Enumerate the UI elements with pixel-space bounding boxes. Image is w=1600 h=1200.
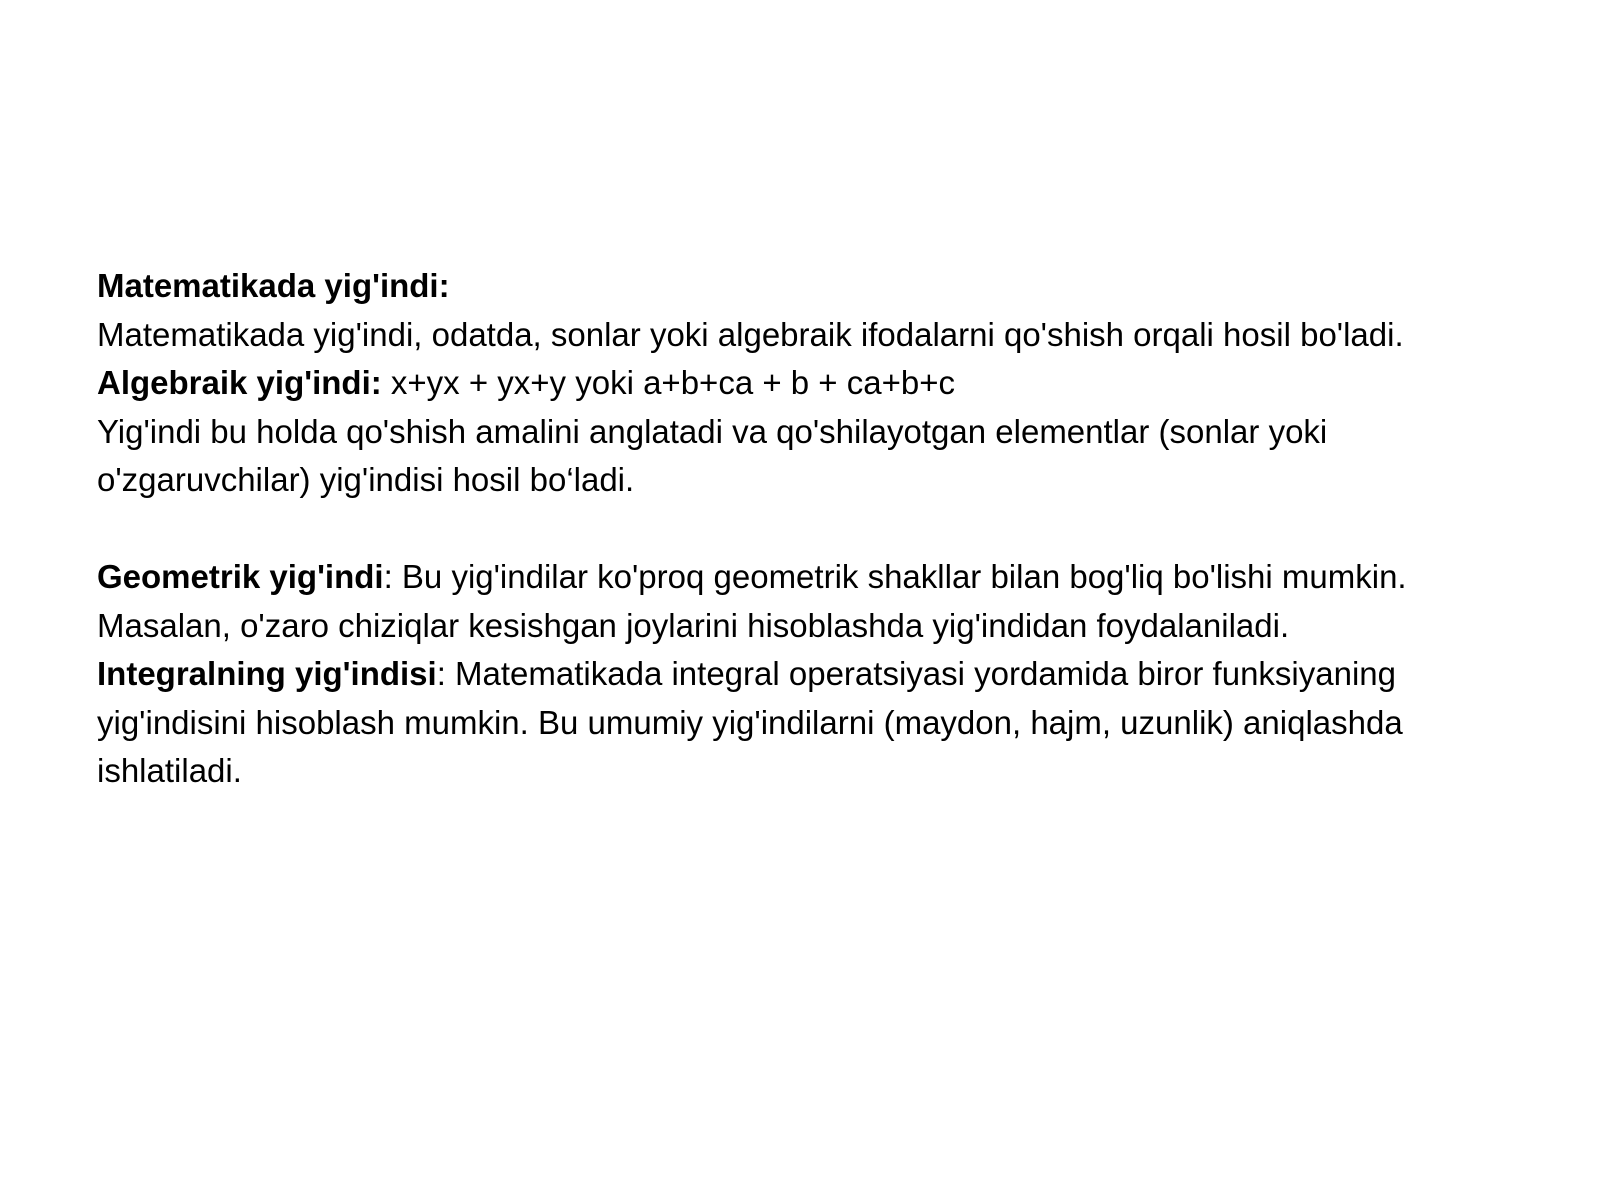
- integral-term: Integralning yig'indisi: [97, 655, 437, 692]
- geometric-text: : Bu yig'indilar ko'proq geometrik shakllar bilan bog'liq bo'lishi mumkin. Masalan, o'zaro chiziqlar kesishgan joylarini hisoblashda yig'indidan foydalaniladi.: [97, 558, 1407, 644]
- algebraic-text: x+yx + yx+y yoki a+b+ca + b + ca+b+c: [381, 364, 955, 401]
- heading-line: [97, 262, 1517, 311]
- integral-paragraph: [97, 650, 1517, 796]
- algebraic-paragraph: [97, 359, 1517, 408]
- intro-paragraph: Matematikada yig'indi, odatda, sonlar yoki algebraik ifodalarni qo'shish orqali hosil bo'ladi.: [97, 315, 1404, 353]
- blank-line: [97, 505, 1517, 554]
- algebraic-term: Algebraik yig'indi:: [97, 364, 382, 401]
- geometric-term: Geometrik yig'indi: [97, 558, 384, 595]
- algebraic-note-paragraph: Yig'indi bu holda qo'shish amalini anglatadi va qo'shilayotgan elementlar (sonlar yoki o'zgaruvchilar) yig'indisi hosil bo‘ladi.: [97, 412, 1328, 498]
- integral-text: : Matematikada integral operatsiyasi yordamida biror funksiyaning yig'indisini hisoblash mumkin. Bu umumiy yig'indilarni (maydon, hajm, uzunlik) aniqlashda ishlatiladi.: [97, 655, 1403, 789]
- geometric-paragraph: [97, 553, 1517, 650]
- slide-body: [97, 262, 1517, 796]
- heading: Matematikada yig'indi:: [97, 267, 450, 304]
